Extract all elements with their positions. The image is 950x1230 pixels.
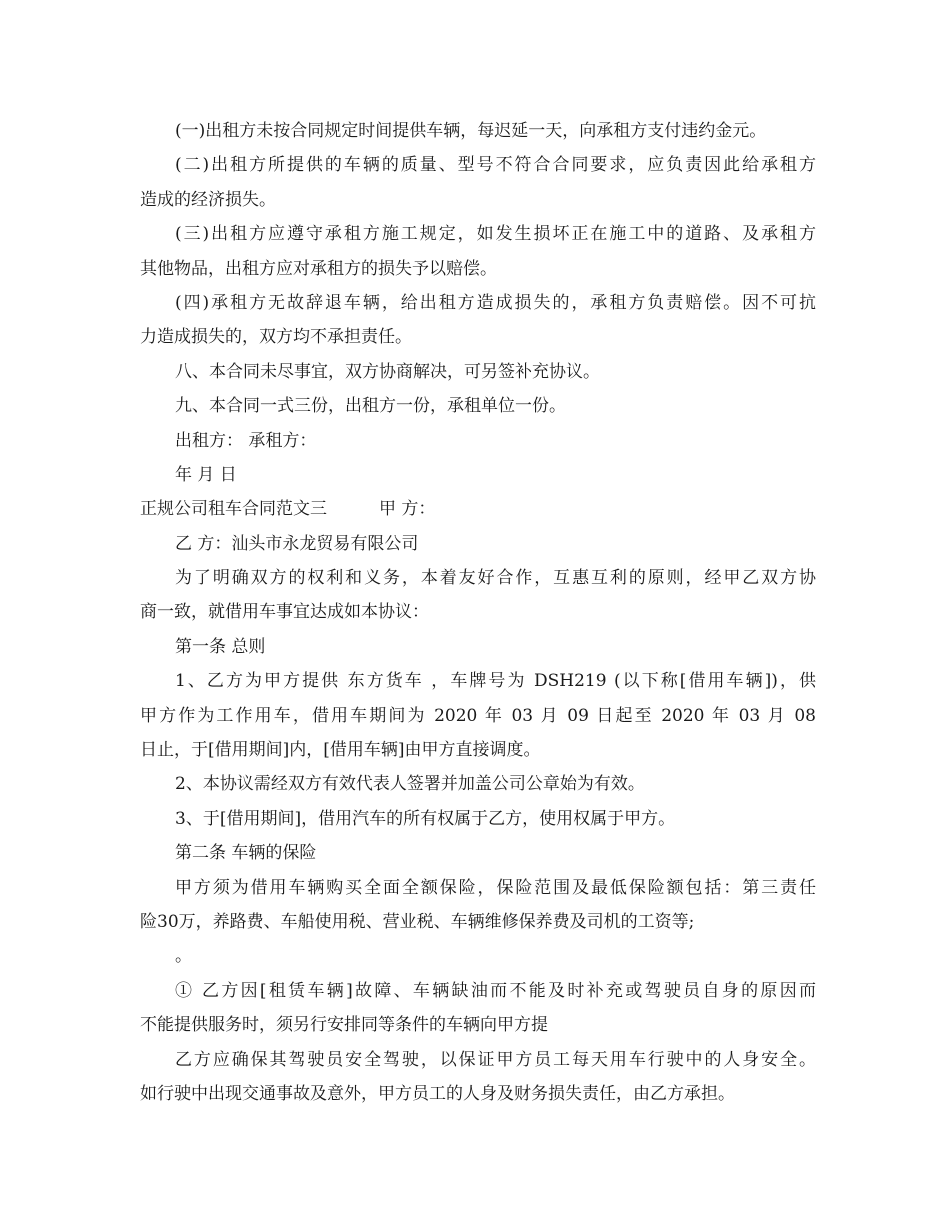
party-a-label: 甲 方：: [379, 499, 436, 520]
text-line: 3、于[借用期间]，借用汽车的所有权属于乙方，使用权属于甲方。: [175, 808, 676, 829]
text-line: 八、本合同未尽事宜，双方协商解决，可另签补充协议。: [175, 361, 600, 382]
text-line: 九、本合同一式三份，出租方一份，承租单位一份。: [175, 396, 566, 417]
text-line: ① 乙方因[租赁车辆]故障、车辆缺油而不能及时补充或驾驶员自身的原因而: [175, 980, 816, 1001]
text-line: 造成的经济损失。: [140, 189, 276, 210]
text-line: (二)出租方所提供的车辆的质量、型号不符合合同要求，应负责因此给承租方: [175, 155, 816, 176]
text-line: 商一致，就借用车事宜达成如本协议：: [140, 602, 429, 623]
text-line: 乙方应确保其驾驶员安全驾驶，以保证甲方员工每天用车行驶中的人身安全。: [175, 1049, 816, 1070]
signature-line: 出租方： 承租方：: [175, 430, 317, 451]
party-b-line: 乙 方：汕头市永龙贸易有限公司: [175, 533, 419, 554]
text-line: 甲方须为借用车辆购买全面全额保险，保险范围及最低保险额包括：第三责任: [175, 877, 816, 898]
text-line: 险30万，养路费、车船使用税、营业税、车辆维修保养费及司机的工资等;: [140, 911, 695, 932]
text-line: 如行驶中出现交通事故及意外，甲方员工的人身及财务损失责任，由乙方承担。: [140, 1083, 735, 1104]
text-line: 不能提供服务时，须另行安排同等条件的车辆向甲方提: [140, 1015, 548, 1036]
text-line: 1、乙方为甲方提供 东方货车 ，车牌号为 DSH219 (以下称[借用车辆])，供: [175, 671, 816, 692]
date-line: 年 月 日: [175, 464, 237, 485]
text-line: 力造成损失的，双方均不承担责任。: [140, 327, 412, 348]
text-line: (三)出租方应遵守承租方施工规定，如发生损坏正在施工中的道路、及承租方: [175, 224, 816, 245]
text-line: (一)出租方未按合同规定时间提供车辆，每迟延一天，向承租方支付违约金元。: [175, 121, 767, 141]
text-line: (四)承租方无故辞退车辆，给出租方造成损失的，承租方负责赔偿。因不可抗: [175, 292, 816, 313]
document-body: [140, 114, 816, 1111]
article-heading: 第一条 总则: [175, 636, 266, 657]
text-line: 日止，于[借用期间]内，[借用车辆]由甲方直接调度。: [140, 740, 541, 761]
text-line: 。: [175, 946, 192, 967]
text-line: 其他物品，出租方应对承租方的损失予以赔偿。: [140, 258, 497, 279]
section-title-line: [140, 492, 816, 526]
text-line: 为了明确双方的权利和义务，本着友好合作，互惠互利的原则，经甲乙双方协: [175, 568, 816, 589]
text-line: 甲方作为工作用车，借用车期间为 2020 年 03 月 09 日起至 2020 年 03 月 08: [140, 705, 816, 726]
article-heading: 第二条 车辆的保险: [175, 843, 317, 864]
text-line: 2、本协议需经双方有效代表人签署并加盖公司公章始为有效。: [175, 774, 645, 795]
section-title: 正规公司租车合同范文三: [140, 499, 327, 520]
